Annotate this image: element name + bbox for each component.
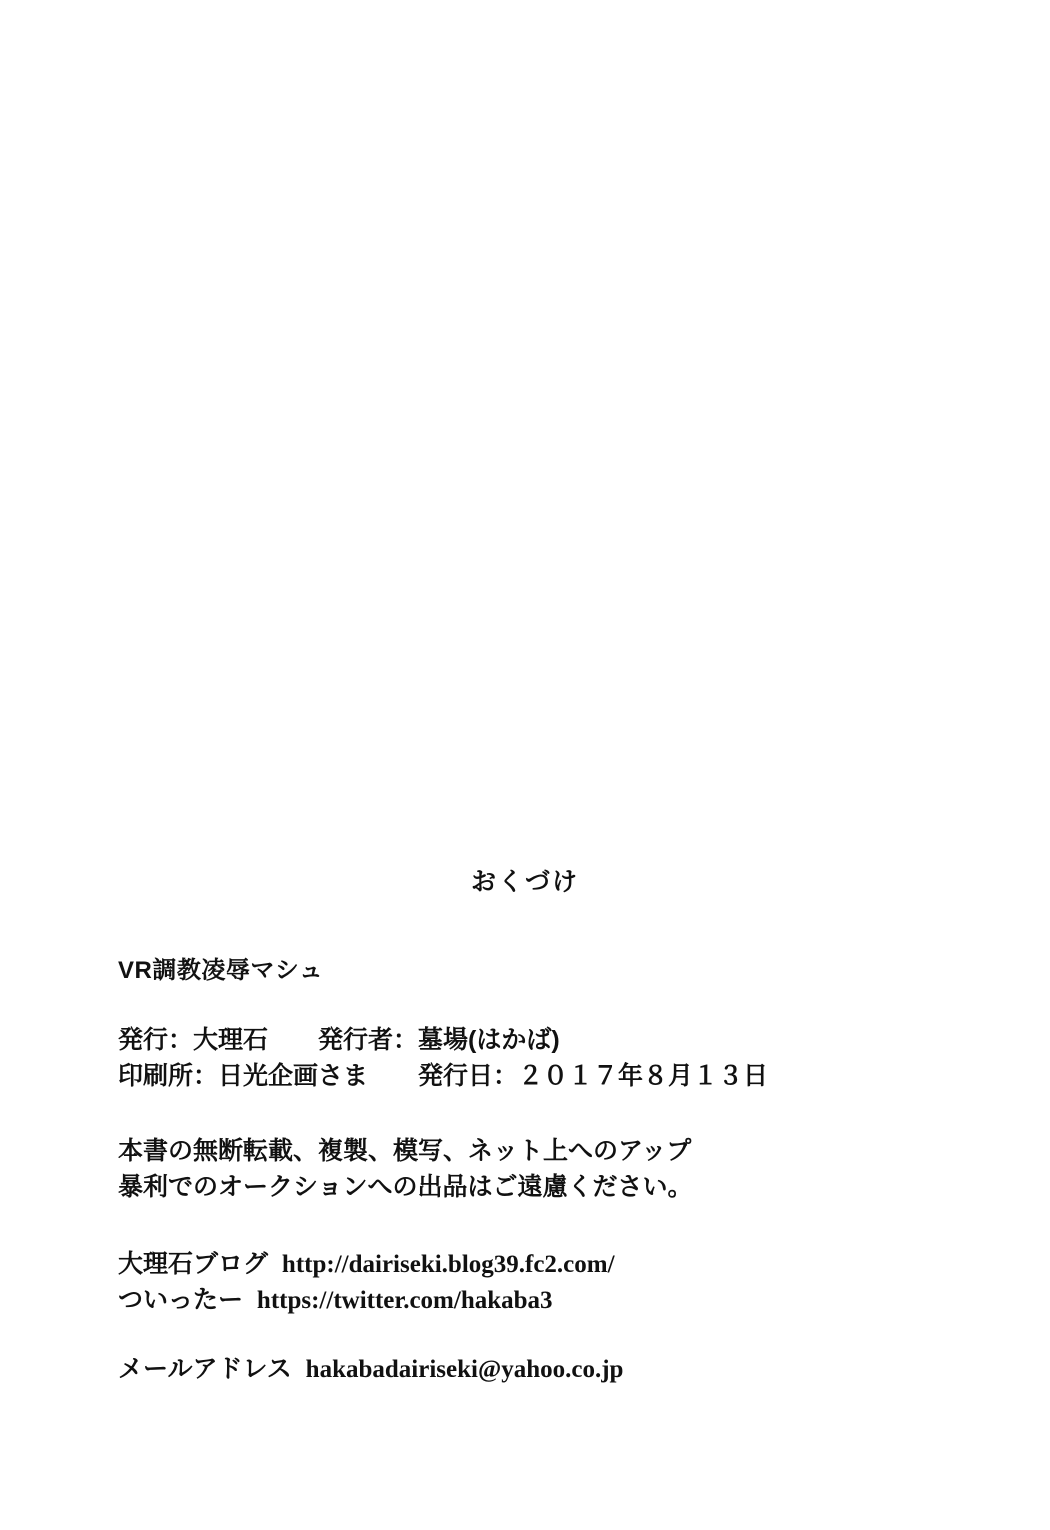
mail-address[interactable]: hakabadairiseki@yahoo.co.jp <box>305 1356 624 1383</box>
work-title: VR調教凌辱マシュ <box>118 957 324 984</box>
notice-line-2: 暴利でのオークションへの出品はご遠慮ください。 <box>118 1172 693 1201</box>
mail-block <box>118 1352 978 1388</box>
link-row-blog <box>118 1247 978 1283</box>
credit-line-publisher: 発行：大理石 発行者：墓場(はかば) <box>118 1026 560 1054</box>
mail-label: メールアドレス <box>118 1355 292 1383</box>
notice-line-1: 本書の無断転載、複製、模写、ネット上へのアップ <box>118 1137 692 1165</box>
blog-label: 大理石ブログ <box>118 1250 269 1278</box>
link-row-twitter <box>118 1283 978 1319</box>
twitter-label: ついったー <box>118 1285 244 1314</box>
colophon-body <box>118 950 978 1388</box>
copyright-notice <box>118 1134 978 1205</box>
credits-block <box>118 1023 978 1094</box>
twitter-url[interactable]: https://twitter.com/hakaba3 <box>256 1286 553 1314</box>
blog-url[interactable]: http://dairiseki.blog39.fc2.com/ <box>281 1251 615 1278</box>
credit-line-printer: 印刷所：日光企画さま 発行日：２０１７年８月１３日 <box>118 1061 769 1090</box>
mail-row <box>118 1352 978 1388</box>
page-title: おくづけ <box>470 868 579 896</box>
links-block <box>118 1247 978 1318</box>
